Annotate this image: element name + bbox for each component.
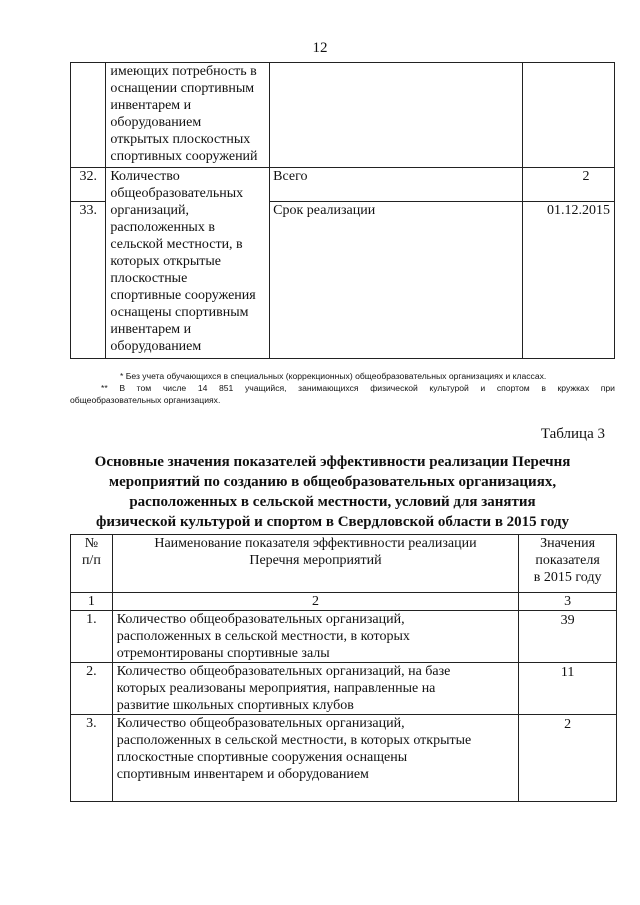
column-number: 1: [71, 593, 113, 611]
column-number: 2: [112, 593, 518, 611]
table-row: [71, 663, 617, 715]
indicator-name: Количество общеобразовательных организаций, расположенных в сельской местности, в которых открытые плоскостные спортивные сооружения оснащены спортивным инвентарем и оборудованием: [110, 169, 256, 354]
parameter-cell: [270, 63, 523, 168]
value-text: 2: [582, 169, 590, 184]
footnote-1: * Без учета обучающихся в специальных (коррекционных) общеобразовательных организациях и классах.: [120, 371, 547, 381]
value-cell: [522, 63, 614, 168]
footnote-2-line-2: общеобразовательных организациях.: [70, 395, 221, 405]
footnote-2-line-1: ** В том числе 14 851 учащийся, занимающихся физической культурой и спортом в кружках при: [101, 383, 615, 393]
value-cell: 01.12.2015: [522, 202, 614, 359]
column-number: 3: [519, 593, 617, 611]
value-cell: 2: [519, 715, 617, 802]
table-row: [71, 63, 615, 168]
table-caption: Таблица 3: [540, 426, 605, 442]
parameter-cell: Срок реализации: [270, 202, 523, 359]
header-value: Значения показателя в 2015 году: [519, 535, 617, 593]
table-header-row: [71, 535, 617, 593]
footnotes: [70, 370, 615, 406]
row-number-cell: 2.: [71, 663, 113, 715]
column-numbers-row: [71, 593, 617, 611]
value-cell: [522, 168, 614, 202]
indicator-name-continuation: имеющих потребность в оснащении спортивным инвентарем и оборудованием открытых плоскостных спортивных сооружений: [110, 64, 258, 164]
row-number-cell: 32.: [71, 168, 106, 202]
table-row: [71, 611, 617, 663]
table-row: [71, 715, 617, 802]
indicator-name-cell: [106, 63, 270, 168]
header-num: № п/п: [71, 535, 113, 593]
row-number-cell: 1.: [71, 611, 113, 663]
efficiency-indicators-table: [70, 534, 617, 802]
page-number: 12: [312, 40, 328, 56]
section-heading: Основные значения показателей эффективности реализации Перечня мероприятий по созданию в общеобразовательных организациях, расположенных в сельской местности, условий для занятия физической культурой и спортом в Свердловской области в 2015 году: [94, 454, 571, 530]
row-number-cell: [71, 63, 106, 168]
parameter-cell: Всего: [270, 168, 523, 202]
value-cell: 39: [519, 611, 617, 663]
header-name: Наименование показателя эффективности реализации Перечня мероприятий: [112, 535, 518, 593]
indicator-name-cell: Количество общеобразовательных организаций, расположенных в сельской местности, в которых открытые плоскостные спортивные сооружения оснащены спортивным инвентарем и оборудованием: [112, 715, 518, 802]
value-cell: 11: [519, 663, 617, 715]
indicator-name-cell: Количество общеобразовательных организаций, расположенных в сельской местности, в которых отремонтированы спортивные залы: [112, 611, 518, 663]
indicators-table-continued: [70, 62, 615, 359]
indicator-name-cell: Количество общеобразовательных организаций, на базе которых реализованы мероприятия, направленные на развитие школьных спортивных клубов: [112, 663, 518, 715]
row-number-cell: 33.: [71, 202, 106, 359]
indicator-name-cell: [106, 168, 270, 359]
row-number-cell: 3.: [71, 715, 113, 802]
table-row: [71, 168, 615, 202]
